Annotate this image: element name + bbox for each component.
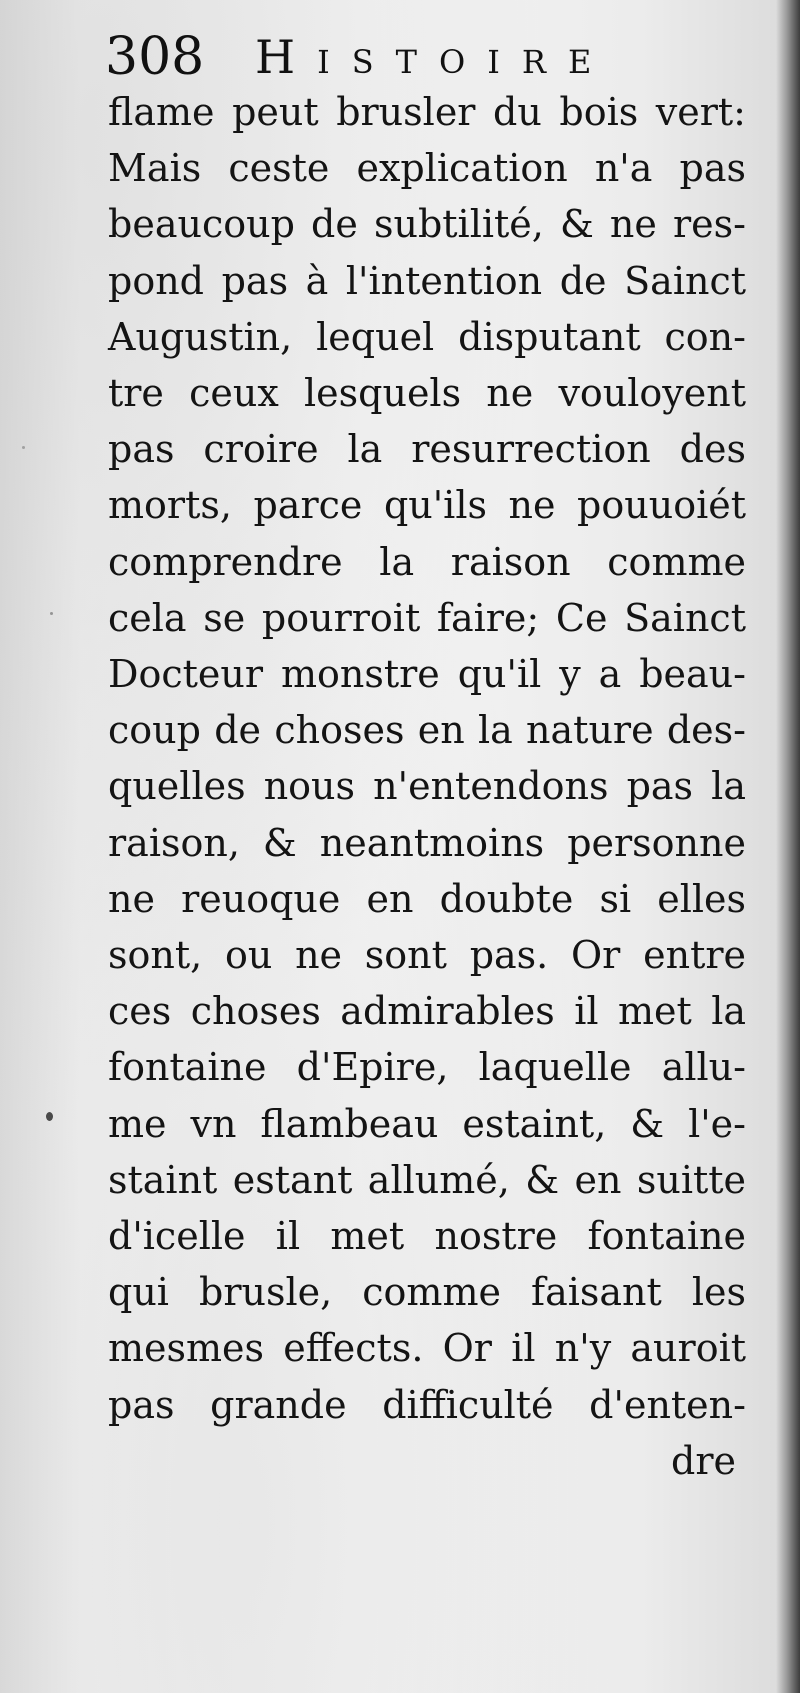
text-line: d'icelle il met nostre fontaine xyxy=(108,1214,746,1259)
text-line: mesmes effects. Or il n'y auroit xyxy=(108,1326,746,1371)
text-line: qui brusle, comme faisant les xyxy=(108,1270,746,1315)
text-line: Docteur monstre qu'il y a beau- xyxy=(108,652,746,697)
paper-speck xyxy=(46,1112,53,1121)
paper-speck xyxy=(22,446,25,449)
text-line: Mais ceste explication n'a pas xyxy=(108,146,746,191)
text-line: pond pas à l'intention de Sainct xyxy=(108,258,746,303)
text-line: morts, parce qu'ils ne pouuoiét xyxy=(108,483,746,528)
text-line: pas grande difficulté d'enten- xyxy=(108,1382,746,1427)
text-line: flame peut brusler du bois vert: xyxy=(108,90,746,134)
text-line: staint estant allumé, & en suitte xyxy=(108,1157,746,1202)
text-line: cela se pourroit faire; Ce Sainct xyxy=(108,595,746,640)
text-line: tre ceux lesquels ne vouloyent xyxy=(108,371,746,416)
catchword: dre xyxy=(671,1438,736,1483)
page-number: 308 xyxy=(105,27,205,87)
running-head: Histoire xyxy=(255,30,614,84)
text-line: fontaine d'Epire, laquelle allu- xyxy=(108,1045,746,1090)
text-line: ces choses admirables il met la xyxy=(108,989,746,1034)
text-line: me vn flambeau estaint, & l'e- xyxy=(108,1101,746,1146)
paper-speck xyxy=(50,612,53,615)
text-line: quelles nous n'entendons pas la xyxy=(108,764,746,809)
text-line: raison, & neantmoins personne xyxy=(108,820,746,865)
text-line: pas croire la resurrection des xyxy=(108,427,746,472)
text-line: coup de choses en la nature des- xyxy=(108,708,746,753)
text-line: beaucoup de subtilité, & ne res- xyxy=(108,202,746,247)
page-header xyxy=(105,22,745,92)
text-line: Augustin, lequel disputant con- xyxy=(108,314,746,359)
body-text xyxy=(108,84,746,1489)
text-line: ne reuoque en doubte si elles xyxy=(108,876,746,921)
book-gutter-shadow xyxy=(776,0,800,1693)
text-line: comprendre la raison comme xyxy=(108,539,746,584)
text-line: sont, ou ne sont pas. Or entre xyxy=(108,933,746,978)
